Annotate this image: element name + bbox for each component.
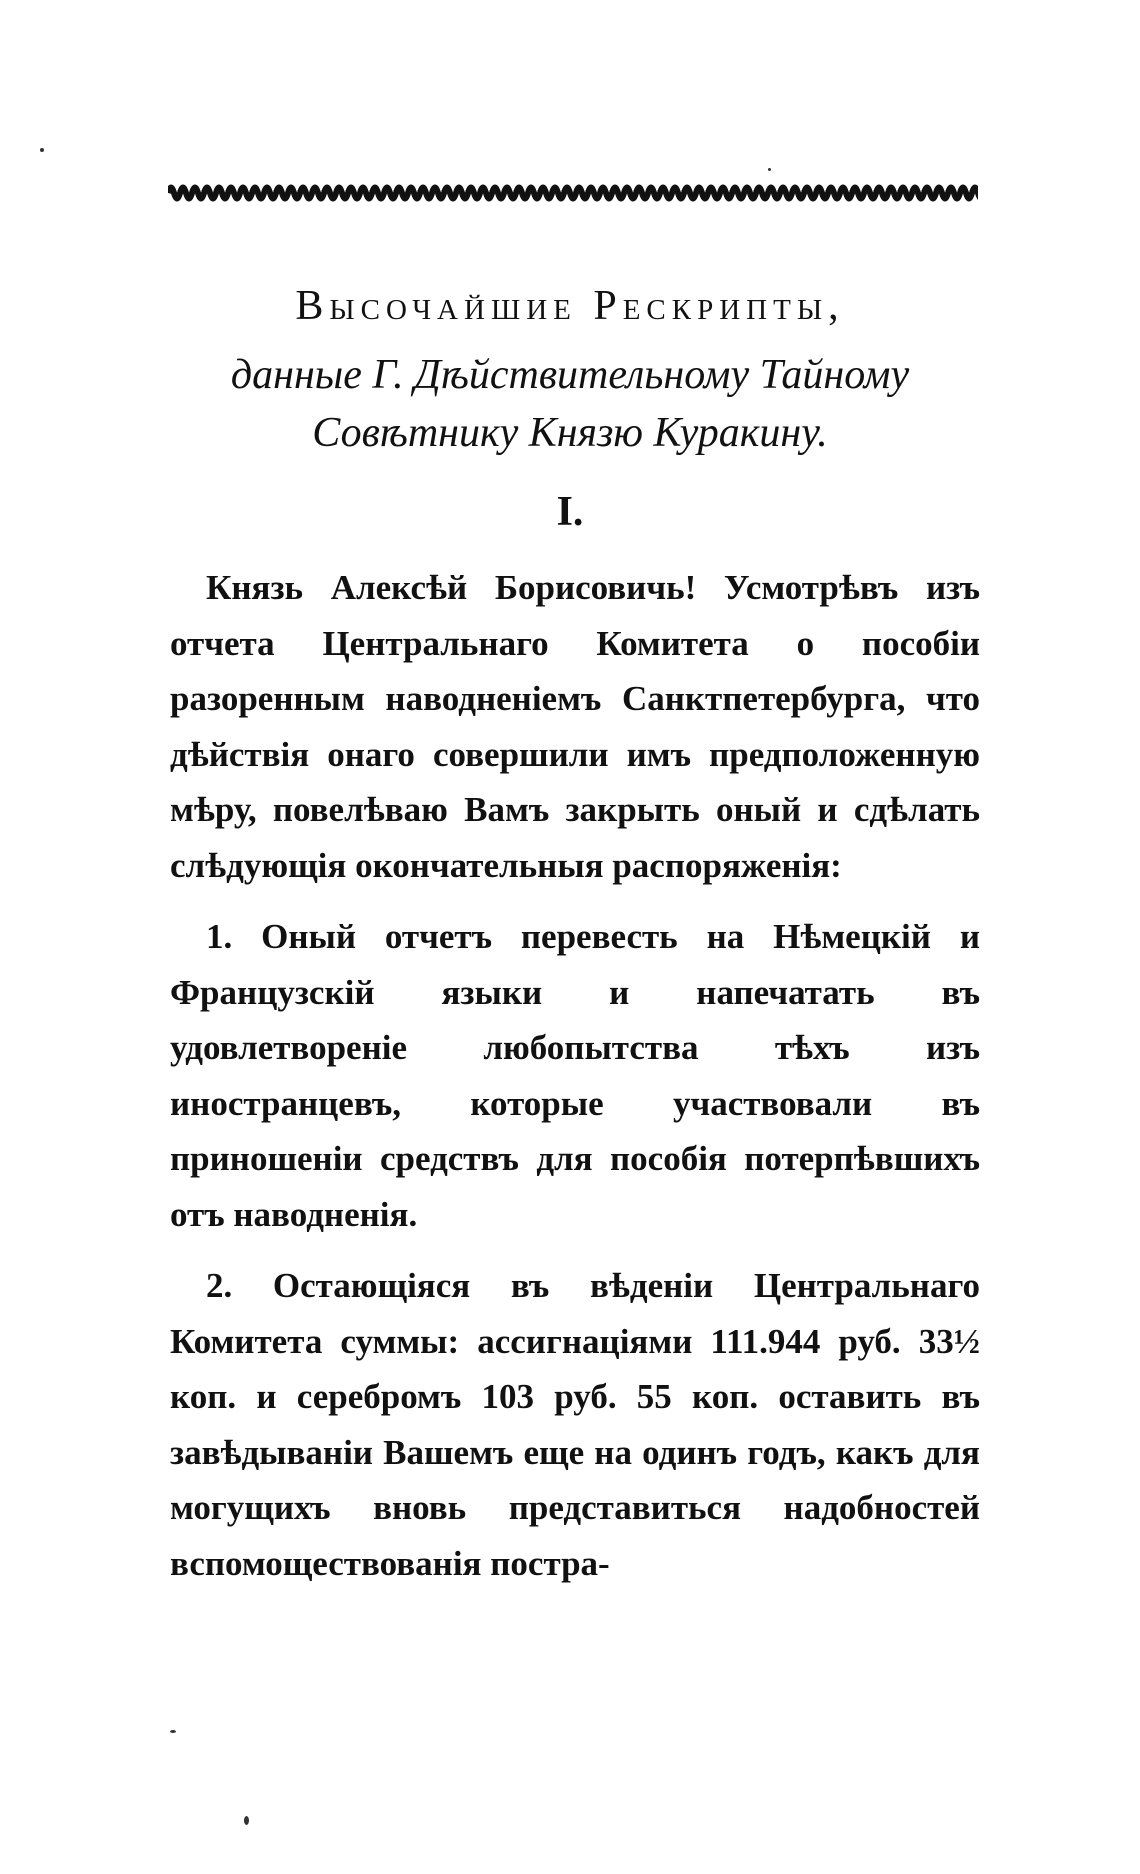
- print-speck: [40, 148, 44, 152]
- body-text: [170, 560, 980, 1607]
- paragraph-item-1: 1. Оный отчетъ перевесть на Нѣмецкій и Французскій языки и напечатать въ удовлетвореніе любопытства тѣхъ изъ иностранцевъ, которые участвовали въ приношеніи средствъ для пособія потерпѣвшихъ отъ наводненія.: [170, 917, 980, 1234]
- print-speck: [768, 168, 771, 171]
- subtitle-line-1: данные Г. Дѣйствительному Тайному: [230, 352, 910, 398]
- wavy-ornament-rule: [168, 176, 978, 210]
- heading-block: [160, 280, 980, 462]
- print-speck: [170, 1730, 176, 1733]
- subtitle-line-2: Совѣтнику Князю Куракину.: [312, 410, 828, 456]
- section-number: I.: [556, 489, 584, 535]
- paragraph-item-2: 2. Остающіяся въ вѣденіи Центральнаго Комитета суммы: ассигнаціями 111.944 руб. 33½ коп. и серебромъ 103 руб. 55 коп. оставить въ завѣдываніи Вашемъ еще на одинъ годъ, какъ для могущихъ вновь представиться надобностей вспомоществованія постра-: [170, 1266, 980, 1583]
- page-title: Высочайшие Рескрипты,: [295, 283, 845, 329]
- paragraph-intro: Князь Алексѣй Борисовичь! Усмотрѣвъ изъ отчета Центральнаго Комитета о пособіи разоренным наводненіемъ Санктпетербурга, что дѣйствія онаго совершили имъ предположенную мѣру, повелѣваю Вамъ закрыть оный и сдѣлать слѣдующія окончательныя распоряженія:: [170, 568, 980, 885]
- print-speck: [244, 1816, 249, 1825]
